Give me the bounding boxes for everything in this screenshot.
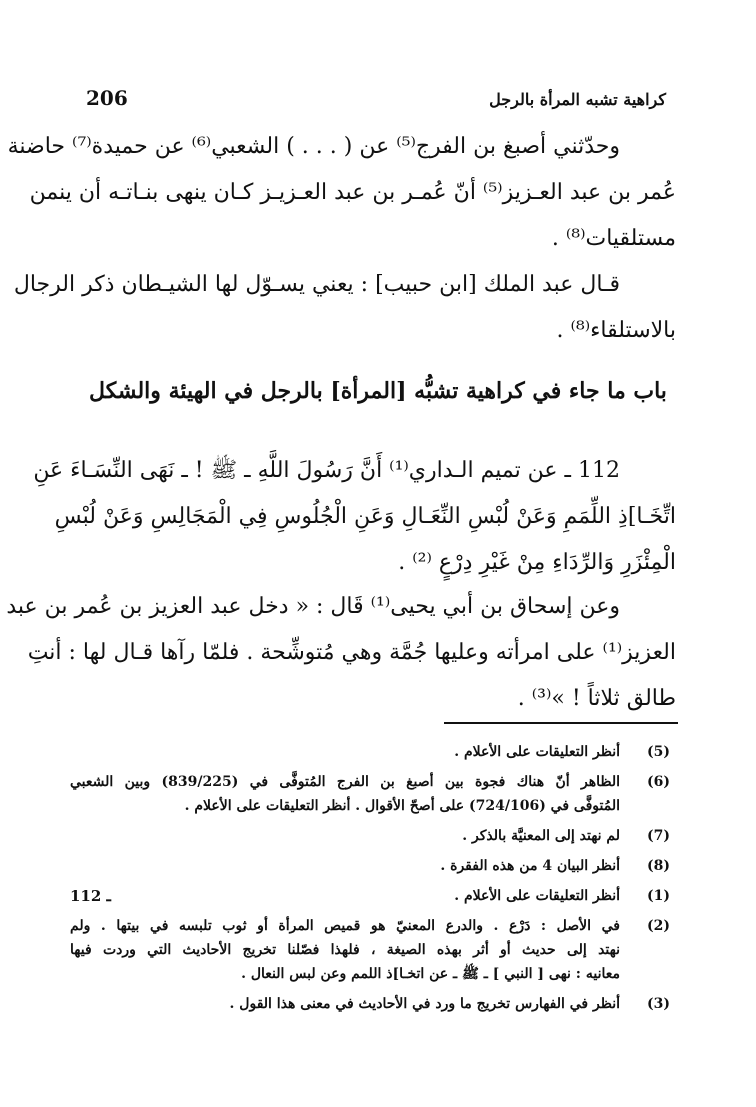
hadith-footnote-number: 112 ـ (70, 887, 111, 905)
footnote-number: (7) (647, 828, 670, 844)
paragraph-1 (7, 124, 676, 262)
paragraph-3 (6, 584, 676, 722)
footnote-number: (6) (647, 774, 670, 790)
text-line: مستلقيات⁽⁸⁾ . (551, 226, 676, 251)
text-line: وحدّثني أصبغ بن الفرج⁽⁵⁾ عن ( . . . ) الشعبي⁽⁶⁾ عن حميدة⁽⁷⁾ حاضنة (7, 134, 620, 159)
footnote-text: أنظر في الفهارس تخريج ما ورد في الأحاديث في معنى هذا القول . (229, 996, 620, 1012)
paragraph-2 (13, 262, 676, 354)
footnotes (70, 740, 670, 1022)
footnote-6 (70, 770, 670, 818)
footnote-number: (3) (647, 996, 670, 1012)
footnote-text: أنظر البيان 4 من هذه الفقرة . (440, 858, 620, 874)
page-number: 206 (86, 86, 128, 110)
footnote-text: معانيه : نهى [ النبي ] ـ ﷺ ـ عن اتخـا]ذ اللمم وعن لبس النعال . (241, 966, 620, 982)
page-header (86, 86, 666, 116)
text-line: قـال عبد الملك [ابن حبيب] : يعني يسـوّل لها الشيـطان ذكر الرجال (13, 272, 620, 297)
hadith-112 (33, 448, 676, 586)
footnote-text: أنظر التعليقات على الأعلام . (454, 888, 620, 904)
footnote-number: (8) (647, 858, 670, 874)
footnote-5 (70, 740, 670, 764)
footnote-number: (5) (647, 744, 670, 760)
text-line: طالق ثلاثاً ! »⁽³⁾ . (517, 686, 676, 711)
footnote-text: أنظر التعليقات على الأعلام . (454, 744, 620, 760)
text-line: عُمر بن عبد العـزيز⁽⁵⁾ أنّ عُمـر بن عبد العـزيـز كـان ينهى بنـاتـه أن ينمن (29, 180, 676, 205)
footnote-text: نهتد إلى حديث أو أثر بهذه الصيغة ، فلهذا فصّلنا تخريج الأحاديث التي وردت فيها (70, 942, 620, 958)
footnote-divider (444, 722, 678, 724)
footnote-number: (2) (647, 918, 670, 934)
footnote-number: (1) (647, 888, 670, 904)
chapter-heading: باب ما جاء في كراهية تشبُّه [المرأة] بالرجل في الهيئة والشكل (89, 378, 667, 404)
footnote-112-2 (70, 914, 670, 986)
footnote-text: لم نهتد إلى المعنيَّة بالذكر . (462, 828, 620, 844)
text-line: الْمِئْزَرِ وَالرِّدَاءِ مِنْ غَيْرِ دِرْعٍ ⁽²⁾ . (398, 550, 676, 575)
footnote-112-3 (70, 992, 670, 1016)
text-line: اتِّخَـا]ذِ اللِّمَمِ وَعَنْ لُبْسِ النِّعَـالِ وَعَنِ الْجُلُوسِ فِي الْمَجَالِسِ وَعَنْ لُبْسِ (54, 504, 676, 529)
footnote-text: في الأصل : دَرْع . والدرع المعنيّ هو قميص المرأة أو ثوب تلبسه في بيتها . ولم (70, 918, 620, 934)
running-title: كراهية تشبه المرأة بالرجل (489, 90, 666, 109)
text-line: بالاستلقاء⁽⁸⁾ . (556, 318, 676, 343)
footnote-text: المُتوفَّى في (724/106) على أصحّ الأقوال . أنظر التعليقات على الأعلام . (184, 798, 620, 814)
footnote-text: الظاهر أنّ هناك فجوة بين أصبغ بن الفرج المُتوفَّى في (839/225) وبين الشعبي (70, 774, 620, 790)
footnote-112-1 (70, 884, 670, 908)
footnote-8 (70, 854, 670, 878)
text-line: وعن إسحاق بن أبي يحيى⁽¹⁾ قَال : « دخل عبد العزيز بن عُمر بن عبد (6, 594, 620, 619)
text-line: 112 ـ عن تميم الـداري⁽¹⁾ أَنَّ رَسُولَ اللَّهِ ـ ﷺ ! ـ نَهَى النِّسَـاءَ عَنِ (33, 458, 620, 483)
text-line: العزيز⁽¹⁾ على امرأته وعليها جُمَّة وهي مُتوشِّحة . فلمّا رآها قـال لها : أنتِ (27, 640, 676, 665)
footnote-7 (70, 824, 670, 848)
